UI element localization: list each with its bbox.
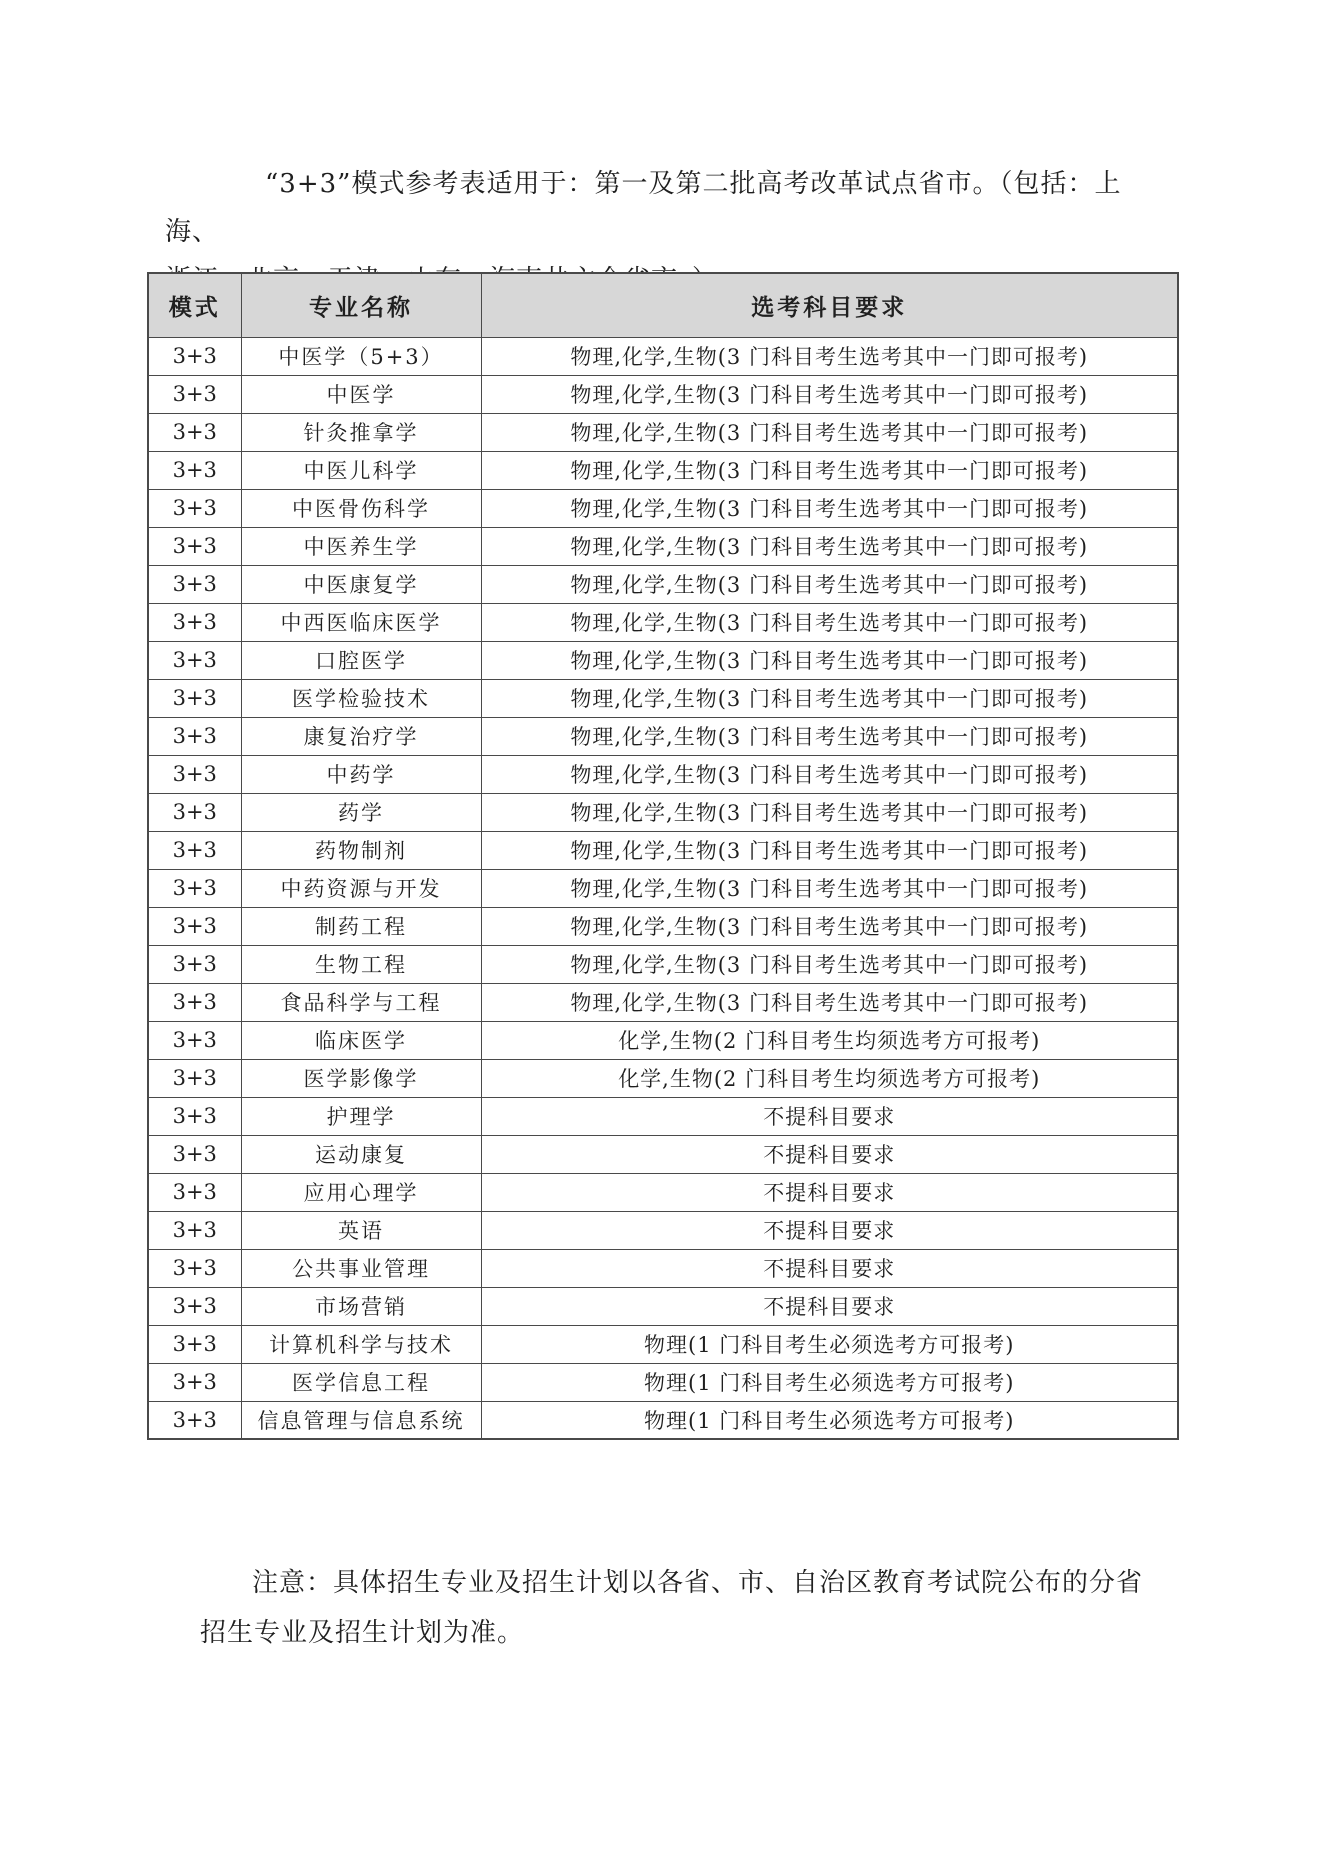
- requirement-cell: 物理,化学,生物(3 门科目考生选考其中一门即可报考): [481, 603, 1178, 641]
- note-paragraph: [200, 1558, 1165, 1658]
- mode-cell: 3+3: [148, 413, 241, 451]
- table-row: [148, 489, 1178, 527]
- major-cell: 中医康复学: [241, 565, 481, 603]
- table-row: [148, 1173, 1178, 1211]
- requirement-cell: 化学,生物(2 门科目考生均须选考方可报考): [481, 1059, 1178, 1097]
- major-cell: 中医学: [241, 375, 481, 413]
- mode-cell: 3+3: [148, 717, 241, 755]
- requirement-cell: 不提科目要求: [481, 1249, 1178, 1287]
- mode-cell: 3+3: [148, 1059, 241, 1097]
- table-row: [148, 1059, 1178, 1097]
- table-header: [148, 273, 1178, 337]
- major-cell: 康复治疗学: [241, 717, 481, 755]
- major-cell: 临床医学: [241, 1021, 481, 1059]
- requirement-cell: 物理,化学,生物(3 门科目考生选考其中一门即可报考): [481, 565, 1178, 603]
- table-row: [148, 565, 1178, 603]
- requirement-cell: 物理,化学,生物(3 门科目考生选考其中一门即可报考): [481, 945, 1178, 983]
- mode-cell: 3+3: [148, 489, 241, 527]
- table-row: [148, 1287, 1178, 1325]
- major-cell: 制药工程: [241, 907, 481, 945]
- mode-cell: 3+3: [148, 1097, 241, 1135]
- major-cell: 计算机科学与技术: [241, 1325, 481, 1363]
- mode-cell: 3+3: [148, 375, 241, 413]
- subject-requirements-table: [147, 272, 1179, 1440]
- major-cell: 中医骨伤科学: [241, 489, 481, 527]
- mode-cell: 3+3: [148, 641, 241, 679]
- table-row: [148, 907, 1178, 945]
- table-row: [148, 1135, 1178, 1173]
- mode-cell: 3+3: [148, 1325, 241, 1363]
- major-cell: 中医儿科学: [241, 451, 481, 489]
- requirement-cell: 不提科目要求: [481, 1211, 1178, 1249]
- major-cell: 中药学: [241, 755, 481, 793]
- mode-cell: 3+3: [148, 451, 241, 489]
- mode-cell: 3+3: [148, 1135, 241, 1173]
- requirement-cell: 物理,化学,生物(3 门科目考生选考其中一门即可报考): [481, 679, 1178, 717]
- mode-cell: 3+3: [148, 1211, 241, 1249]
- major-cell: 中西医临床医学: [241, 603, 481, 641]
- requirement-cell: 不提科目要求: [481, 1097, 1178, 1135]
- table-row: [148, 1097, 1178, 1135]
- intro-line-1: “3+3”模式参考表适用于：第一及第二批高考改革试点省市。（包括：上海、: [165, 169, 1122, 247]
- table-row: [148, 451, 1178, 489]
- table-row: [148, 831, 1178, 869]
- major-cell: 针灸推拿学: [241, 413, 481, 451]
- major-cell: 信息管理与信息系统: [241, 1401, 481, 1439]
- mode-cell: 3+3: [148, 1021, 241, 1059]
- table-row: [148, 1363, 1178, 1401]
- table-row: [148, 603, 1178, 641]
- requirement-cell: 物理,化学,生物(3 门科目考生选考其中一门即可报考): [481, 983, 1178, 1021]
- requirement-cell: 物理(1 门科目考生必须选考方可报考): [481, 1363, 1178, 1401]
- mode-cell: 3+3: [148, 1363, 241, 1401]
- requirement-cell: 物理,化学,生物(3 门科目考生选考其中一门即可报考): [481, 831, 1178, 869]
- table-row: [148, 337, 1178, 375]
- requirement-cell: 物理,化学,生物(3 门科目考生选考其中一门即可报考): [481, 337, 1178, 375]
- note-line-1: 注意：具体招生专业及招生计划以各省、市、自治区教育考试院公布的分省: [252, 1568, 1144, 1598]
- major-cell: 药学: [241, 793, 481, 831]
- requirement-cell: 物理,化学,生物(3 门科目考生选考其中一门即可报考): [481, 869, 1178, 907]
- table-row: [148, 679, 1178, 717]
- major-cell: 药物制剂: [241, 831, 481, 869]
- major-cell: 中医学（5+3）: [241, 337, 481, 375]
- table-row: [148, 869, 1178, 907]
- mode-cell: 3+3: [148, 983, 241, 1021]
- requirement-cell: 物理(1 门科目考生必须选考方可报考): [481, 1325, 1178, 1363]
- header-major: 专业名称: [241, 273, 481, 337]
- table-header-row: [148, 273, 1178, 337]
- table-row: [148, 983, 1178, 1021]
- major-cell: 市场营销: [241, 1287, 481, 1325]
- mode-cell: 3+3: [148, 565, 241, 603]
- mode-cell: 3+3: [148, 1401, 241, 1439]
- table-row: [148, 717, 1178, 755]
- major-cell: 生物工程: [241, 945, 481, 983]
- major-cell: 英语: [241, 1211, 481, 1249]
- mode-cell: 3+3: [148, 337, 241, 375]
- requirement-cell: 物理,化学,生物(3 门科目考生选考其中一门即可报考): [481, 793, 1178, 831]
- major-cell: 医学信息工程: [241, 1363, 481, 1401]
- mode-cell: 3+3: [148, 603, 241, 641]
- requirement-cell: 不提科目要求: [481, 1287, 1178, 1325]
- requirement-cell: 不提科目要求: [481, 1173, 1178, 1211]
- requirement-cell: 物理,化学,生物(3 门科目考生选考其中一门即可报考): [481, 717, 1178, 755]
- major-cell: 中医养生学: [241, 527, 481, 565]
- requirement-cell: 物理,化学,生物(3 门科目考生选考其中一门即可报考): [481, 489, 1178, 527]
- requirement-cell: 物理,化学,生物(3 门科目考生选考其中一门即可报考): [481, 375, 1178, 413]
- requirement-cell: 物理,化学,生物(3 门科目考生选考其中一门即可报考): [481, 641, 1178, 679]
- table-row: [148, 1021, 1178, 1059]
- requirement-cell: 不提科目要求: [481, 1135, 1178, 1173]
- mode-cell: 3+3: [148, 1173, 241, 1211]
- mode-cell: 3+3: [148, 907, 241, 945]
- major-cell: 医学影像学: [241, 1059, 481, 1097]
- header-mode: 模式: [148, 273, 241, 337]
- major-cell: 口腔医学: [241, 641, 481, 679]
- table-row: [148, 1401, 1178, 1439]
- major-cell: 应用心理学: [241, 1173, 481, 1211]
- table-row: [148, 527, 1178, 565]
- table-row: [148, 375, 1178, 413]
- major-cell: 护理学: [241, 1097, 481, 1135]
- mode-cell: 3+3: [148, 869, 241, 907]
- requirement-cell: 物理,化学,生物(3 门科目考生选考其中一门即可报考): [481, 413, 1178, 451]
- major-cell: 医学检验技术: [241, 679, 481, 717]
- mode-cell: 3+3: [148, 793, 241, 831]
- requirement-cell: 物理,化学,生物(3 门科目考生选考其中一门即可报考): [481, 907, 1178, 945]
- header-requirement: 选考科目要求: [481, 273, 1178, 337]
- requirement-cell: 物理,化学,生物(3 门科目考生选考其中一门即可报考): [481, 527, 1178, 565]
- table-row: [148, 641, 1178, 679]
- major-cell: 运动康复: [241, 1135, 481, 1173]
- mode-cell: 3+3: [148, 945, 241, 983]
- mode-cell: 3+3: [148, 831, 241, 869]
- mode-cell: 3+3: [148, 679, 241, 717]
- requirement-cell: 物理(1 门科目考生必须选考方可报考): [481, 1401, 1178, 1439]
- note-line-2: 招生专业及招生计划为准。: [200, 1618, 525, 1648]
- table-body: [148, 337, 1178, 1439]
- major-cell: 食品科学与工程: [241, 983, 481, 1021]
- table-row: [148, 945, 1178, 983]
- table-row: [148, 413, 1178, 451]
- table-row: [148, 793, 1178, 831]
- major-cell: 中药资源与开发: [241, 869, 481, 907]
- table-row: [148, 1211, 1178, 1249]
- mode-cell: 3+3: [148, 755, 241, 793]
- mode-cell: 3+3: [148, 1249, 241, 1287]
- table-row: [148, 755, 1178, 793]
- table-row: [148, 1249, 1178, 1287]
- mode-cell: 3+3: [148, 527, 241, 565]
- major-cell: 公共事业管理: [241, 1249, 481, 1287]
- requirement-cell: 物理,化学,生物(3 门科目考生选考其中一门即可报考): [481, 755, 1178, 793]
- table-row: [148, 1325, 1178, 1363]
- requirement-cell: 化学,生物(2 门科目考生均须选考方可报考): [481, 1021, 1178, 1059]
- mode-cell: 3+3: [148, 1287, 241, 1325]
- requirement-cell: 物理,化学,生物(3 门科目考生选考其中一门即可报考): [481, 451, 1178, 489]
